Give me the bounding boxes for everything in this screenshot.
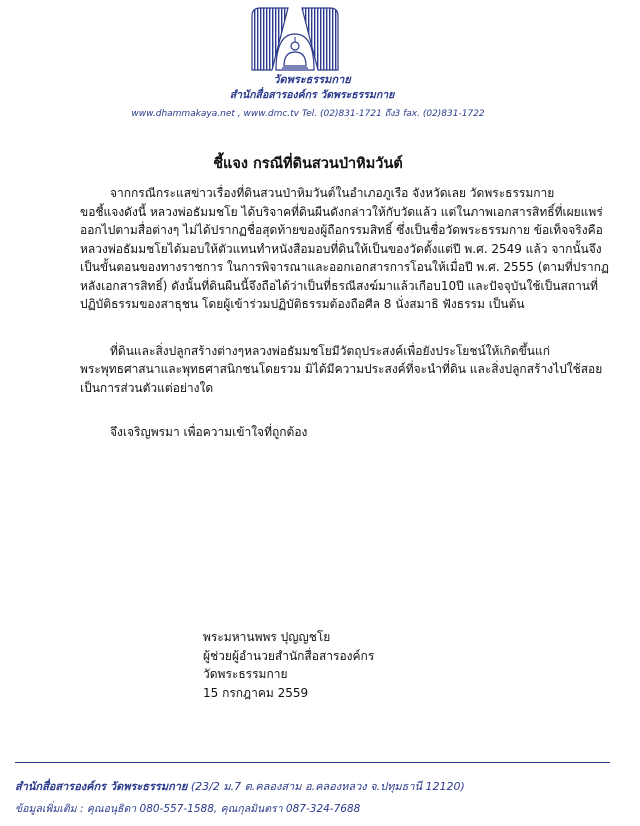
paragraph-3	[80, 423, 600, 442]
paragraph-line: หลวงพ่อธัมมชโยได้มอบให้ตัวแทนทำหนังสือมอบที่ดินให้เป็นของวัดตั้งแต่ปี พ.ศ. 2549 แล้ว จากนั้นจึง	[80, 241, 602, 256]
document-date: 15 กรกฎาคม 2559	[203, 685, 309, 700]
dhammakaya-logo-icon	[248, 6, 342, 72]
paragraph-line: จึงเจริญพรมา เพื่อความเข้าใจที่ถูกต้อง	[110, 425, 308, 439]
paragraph-line: พระพุทธศาสนาและพุทธศาสนิกชนโดยรวม มิได้มีความประสงค์ที่จะนำที่ดิน และสิ่งปลูกสร้างไปใช้สอย	[80, 362, 603, 376]
signer-org: วัดพระธรรมกาย	[203, 667, 288, 681]
contact-line: www.dhammakaya.net , www.dmc.tv Tel. (02)831-1721 ถึง3 fax. (02)831-1722	[131, 109, 485, 119]
paragraph-line: ขอชี้แจงดังนี้ หลวงพ่อธัมมชโย ได้บริจาคที่ดินผืนดังกล่าวให้กับวัดแล้ว แต่ในภาพเอกสารสิทธิ์ที่เผยแพร่	[80, 204, 603, 219]
signature-block	[203, 628, 374, 702]
document-body	[80, 184, 609, 462]
org-subtitle: สำนักสื่อสารองค์กร วัดพระธรรมกาย	[229, 89, 395, 101]
footer-divider	[15, 762, 610, 763]
paragraph-line: หลังเอกสารสิทธิ์) ดังนั้นที่ดินผืนนี้จึงถือได้ว่าเป็นที่ธรณีสงฆ์มาแล้วเกือบ10ปี และปัจจุบันใช้เป็นสถานที่	[80, 278, 598, 293]
paragraph-line: ที่ดินและสิ่งปลูกสร้างต่างๆหลวงพ่อธัมมชโยมีวัตถุประสงค์เพื่อยังประโยชน์ให้เกิดขึ้นแก่	[110, 343, 551, 358]
paragraph-line: เป็นขั้นตอนของทางราชการ ในการพิจารณาและออกเอกสารการโอนให้เมื่อปี พ.ศ. 2555 (ตามที่ปรากฏ	[80, 260, 609, 274]
footer-org: สำนักสื่อสารองค์กร วัดพระธรรมกาย	[15, 780, 188, 793]
org-name: วัดพระธรรมกาย	[273, 73, 351, 86]
paragraph-line: ออกไปตามสื่อต่างๆ ไม่ได้ปรากฏชื่อสุดท้ายของผู้ถือกรรมสิทธิ์ ซึ่งเป็นชื่อวัดพระธรรมกาย ข้อเท็จจริงคือ	[80, 223, 603, 237]
footer-more-info: ข้อมูลเพิ่มเติม : คุณอนุธิดา 080-557-1588, คุณกุลมินตรา 087-324-7688	[15, 803, 361, 815]
paragraph-line: เป็นการส่วนตัวแต่อย่างใด	[80, 380, 214, 395]
letterhead	[0, 0, 640, 130]
paragraph-line: จากกรณีกระแสข่าวเรื่องที่ดินสวนป่าหิมวันต์ในอำเภอภูเรือ จังหวัดเลย วัดพระธรรมกาย	[110, 186, 555, 200]
signer-name: พระมหานพพร ปุญญชโย	[203, 630, 331, 644]
document-title: ชี้แจง กรณีที่ดินสวนป่าหิมวันต์	[213, 156, 403, 172]
paragraph-2	[80, 342, 603, 398]
footer-address-text: (23/2 ม.7 ต.คลองสาม อ.คลองหลวง จ.ปทุมธานี 12120)	[190, 780, 465, 793]
signer-position: ผู้ช่วยผู้อำนวยสำนักสื่อสารองค์กร	[203, 648, 375, 663]
paragraph-line: ปฏิบัติธรรมของสาธุชน โดยผู้เข้าร่วมปฏิบัติธรรมต้องถือศีล 8 นั่งสมาธิ ฟังธรรม เป็นต้น	[80, 297, 525, 311]
footer-address	[15, 777, 465, 795]
paragraph-1	[80, 184, 609, 314]
